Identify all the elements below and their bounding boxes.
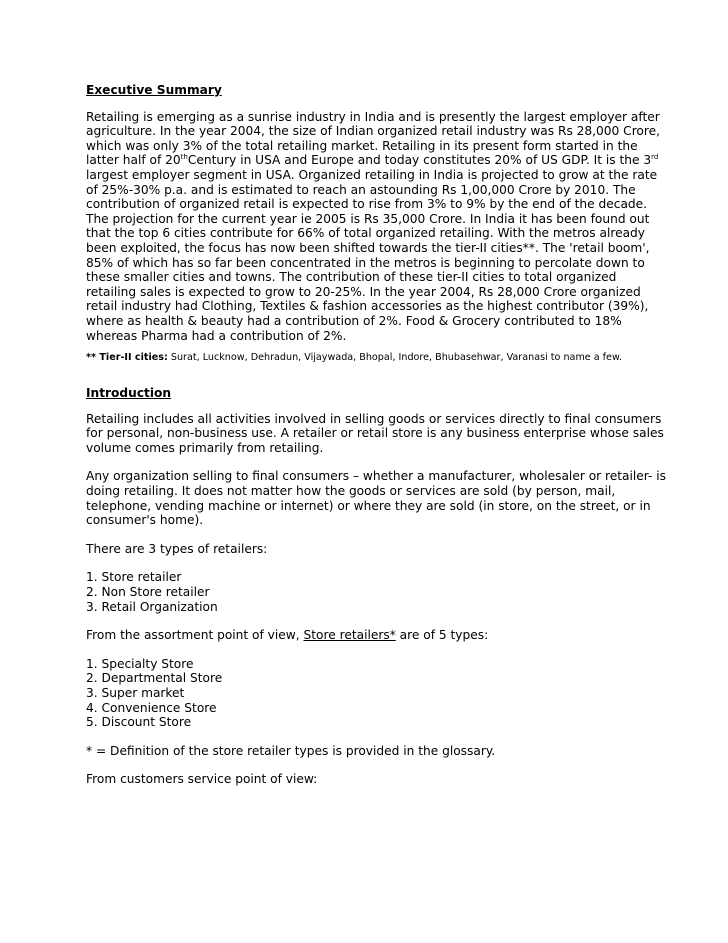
- glossary-note: * = Definition of the store retailer types is provided in the glossary.: [86, 743, 496, 758]
- footnote-label: ** Tier-II cities:: [86, 352, 168, 364]
- store-types-list: [86, 657, 668, 730]
- intro-paragraph-4: [86, 628, 668, 643]
- list-item: 2. Non Store retailer: [86, 585, 210, 600]
- tier-ii-footnote: [86, 352, 668, 364]
- assortment-text-pre: From the assortment point of view,: [86, 628, 304, 643]
- introduction-heading: Introduction: [86, 386, 172, 401]
- retailer-types-list: [86, 570, 668, 614]
- superscript-th: th: [180, 153, 188, 162]
- intro-paragraph-2: Any organization selling to final consumers – whether a manufacturer, wholesaler or retailer- is doing retailing. It does not matter how the goods or services are sold (by person, mail, telephone, vending machine or internet) or where they are sold (in store, on the street, or in consumer's home).: [86, 469, 667, 528]
- list-item: 4. Convenience Store: [86, 700, 217, 715]
- assortment-text-post: are of 5 types:: [395, 628, 489, 643]
- executive-summary-paragraph: [86, 110, 668, 344]
- intro-paragraph-6: From customers service point of view:: [86, 772, 318, 787]
- footnote-text: Surat, Lucknow, Dehradun, Vijaywada, Bhopal, Indore, Bhubasehwar, Varanasi to name a few.: [167, 352, 622, 364]
- store-retailers-link[interactable]: Store retailers*: [303, 628, 396, 643]
- list-item: 3. Super market: [86, 686, 185, 700]
- list-item: 1. Specialty Store: [86, 656, 194, 671]
- executive-summary-heading: Executive Summary: [86, 83, 222, 97]
- list-item: 1. Store retailer: [86, 570, 182, 585]
- list-item: 5. Discount Store: [86, 715, 192, 730]
- superscript-rd: rd: [651, 153, 659, 162]
- list-item: 3. Retail Organization: [86, 599, 218, 614]
- summary-text-part-2: Century in USA and Europe and today constitutes 20% of US GDP. It is the 3: [187, 153, 652, 168]
- summary-text-part-3: largest employer segment in USA. Organized retailing in India is projected to grow at the rate of 25%-30% p.a. and is estimated to reach an astounding Rs 1,00,000 Crore by 2010. The contribution of organized retail is expected to rise from 3% to 9% by the end of the decade. The projection for the current year ie 2005 is Rs 35,000 Crore. In India it has been found out that the top 6 cities contribute for 66% of total organized retailing. With the metros already been exploited, the focus has now been shifted towards the tier-II cities**. The 'retail boom', 85% of which has so far been concentrated in the metros is beginning to percolate down to these smaller cities and towns. The contribution of these tier-II cities to total organized retailing sales is expected to grow to 20-25%. In the year 2004, Rs 28,000 Crore organized retail industry had Clothing, Textiles & fashion accessories as the highest contributor (39%), where as health & beauty had a contribution of 2%. Food & Grocery contributed to 18% whereas Pharma had a contribution of 2%.: [86, 167, 658, 343]
- intro-paragraph-3: There are 3 types of retailers:: [86, 541, 268, 556]
- list-item: 2. Departmental Store: [86, 671, 223, 686]
- summary-text-part-1: Retailing is emerging as a sunrise industry in India and is presently the largest employer after agriculture. In the year 2004, the size of Indian organized retail industry was Rs 28,000 Crore, which was only 3% of the total retailing market. Retailing in its present form started in the latter half of 20: [86, 109, 661, 168]
- intro-paragraph-1: Retailing includes all activities involved in selling goods or services directly to final consumers for personal, non-business use. A retailer or retail store is any business enterprise whose sales volume comes primarily from retailing.: [86, 411, 664, 455]
